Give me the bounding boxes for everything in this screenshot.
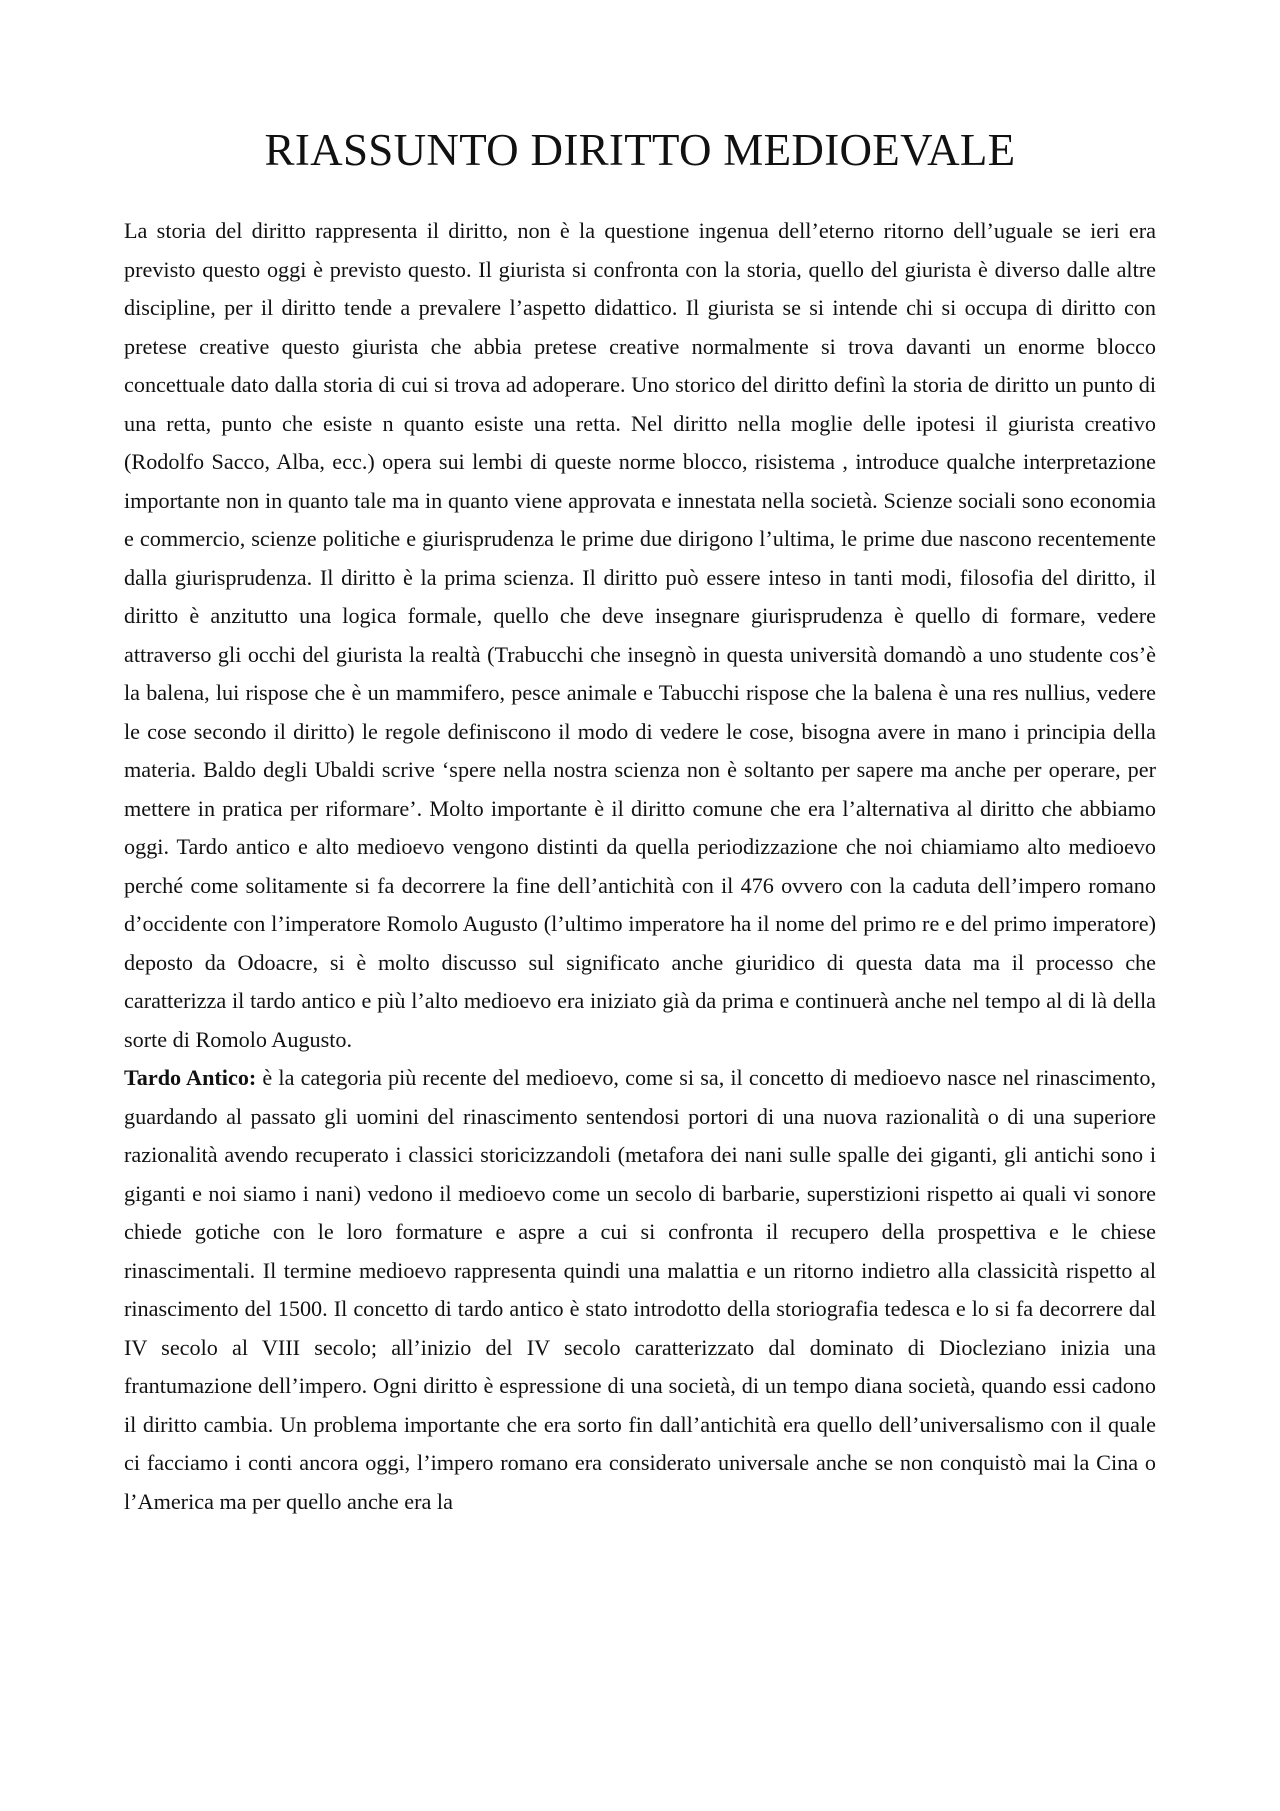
paragraph-intro-text: La storia del diritto rappresenta il diritto, non è la questione ingenua dell’eterno ritorno dell’uguale se ieri era previsto questo oggi è previsto questo. Il giurista si confronta con la storia, quello del giurista è diverso dalle altre discipline, per il diritto tende a prevalere l’aspetto didattico. Il giurista se si intende chi si occupa di diritto con pretese creative questo giurista che abbia pretese creative normalmente si trova davanti un enorme blocco concettuale dato dalla storia di cui si trova ad adoperare. Uno storico del diritto definì la storia de diritto un punto di una retta, punto che esiste n quanto esiste una retta. Nel diritto nella moglie delle ipotesi il giurista creativo (Rodolfo Sacco, Alba, ecc.) opera sui lembi di queste norme blocco, risistema , introduce qualche interpretazione importante non in quanto tale ma in quanto viene approvata e innestata nella società. Scienze sociali sono economia e commercio, scienze politiche e giurisprudenza le prime due dirigono l’ultima, le prime due nascono recentemente dalla giurisprudenza. Il diritto è la prima scienza. Il diritto può essere inteso in tanti modi, filosofia del diritto, il diritto è anzitutto una logica formale, quello che deve insegnare giurisprudenza è quello di formare, vedere attraverso gli occhi del giurista la realtà (Trabucchi che insegnò in questa università domandò a uno studente cos’è la balena, lui rispose che è un mammifero, pesce animale e Tabucchi rispose che la balena è una res nullius, vedere le cose secondo il diritto) le regole definiscono il modo di vedere le cose, bisogna avere in mano i principia della materia. Baldo degli Ubaldi scrive ‘spere nella nostra scienza non è soltanto per sapere ma anche per operare, per mettere in pratica per riformare’. Molto importante è il diritto comune che era l’alternativa al diritto che abbiamo oggi. Tardo antico e alto medioevo vengono distinti da quella periodizzazione che noi chiamiamo alto medioevo perché come solitamente si fa decorrere la fine dell’antichità con il 476 ovvero con la caduta dell’impero romano d’occidente con l’imperatore Romolo Augusto (l’ultimo imperatore ha il nome del primo re e del primo imperatore) deposto da Odoacre, si è molto discusso sul significato anche giuridico di questa data ma il processo che caratterizza il tardo antico e più l’alto medioevo era iniziato già da prima e continuerà anche nel tempo al di là della sorte di Romolo Augusto. bbox=[124, 218, 1156, 1052]
paragraph-intro bbox=[124, 212, 1156, 1059]
document-title: RIASSUNTO DIRITTO MEDIOEVALE bbox=[264, 125, 1016, 175]
document-body bbox=[124, 212, 1156, 1521]
paragraph-tardo-antico bbox=[124, 1059, 1156, 1521]
paragraph-tardo-antico-heading: Tardo Antico: bbox=[124, 1065, 257, 1090]
paragraph-tardo-antico-text: è la categoria più recente del medioevo, come si sa, il concetto di medioevo nasce nel rinascimento, guardando al passato gli uomini del rinascimento sentendosi portori di una nuova razionalità o di una superiore razionalità avendo recuperato i classici storicizzandoli (metafora dei nani sulle spalle dei giganti, gli antichi sono i giganti e noi siamo i nani) vedono il medioevo come un secolo di barbarie, superstizioni rispetto ai quali vi sonore chiede gotiche con le loro formature e aspre a cui si confronta il recupero della prospettiva e le chiese rinascimentali. Il termine medioevo rappresenta quindi una malattia e un ritorno indietro alla classicità rispetto al rinascimento del 1500. Il concetto di tardo antico è stato introdotto della storiografia tedesca e lo si fa decorrere dal IV secolo al VIII secolo; all’inizio del IV secolo caratterizzato dal dominato di Diocleziano inizia una frantumazione dell’impero. Ogni diritto è espressione di una società, di un tempo diana società, quando essi cadono il diritto cambia. Un problema importante che era sorto fin dall’antichità era quello dell’universalismo con il quale ci facciamo i conti ancora oggi, l’impero romano era considerato universale anche se non conquistò mai la Cina o l’America ma per quello anche era la bbox=[124, 1065, 1156, 1514]
